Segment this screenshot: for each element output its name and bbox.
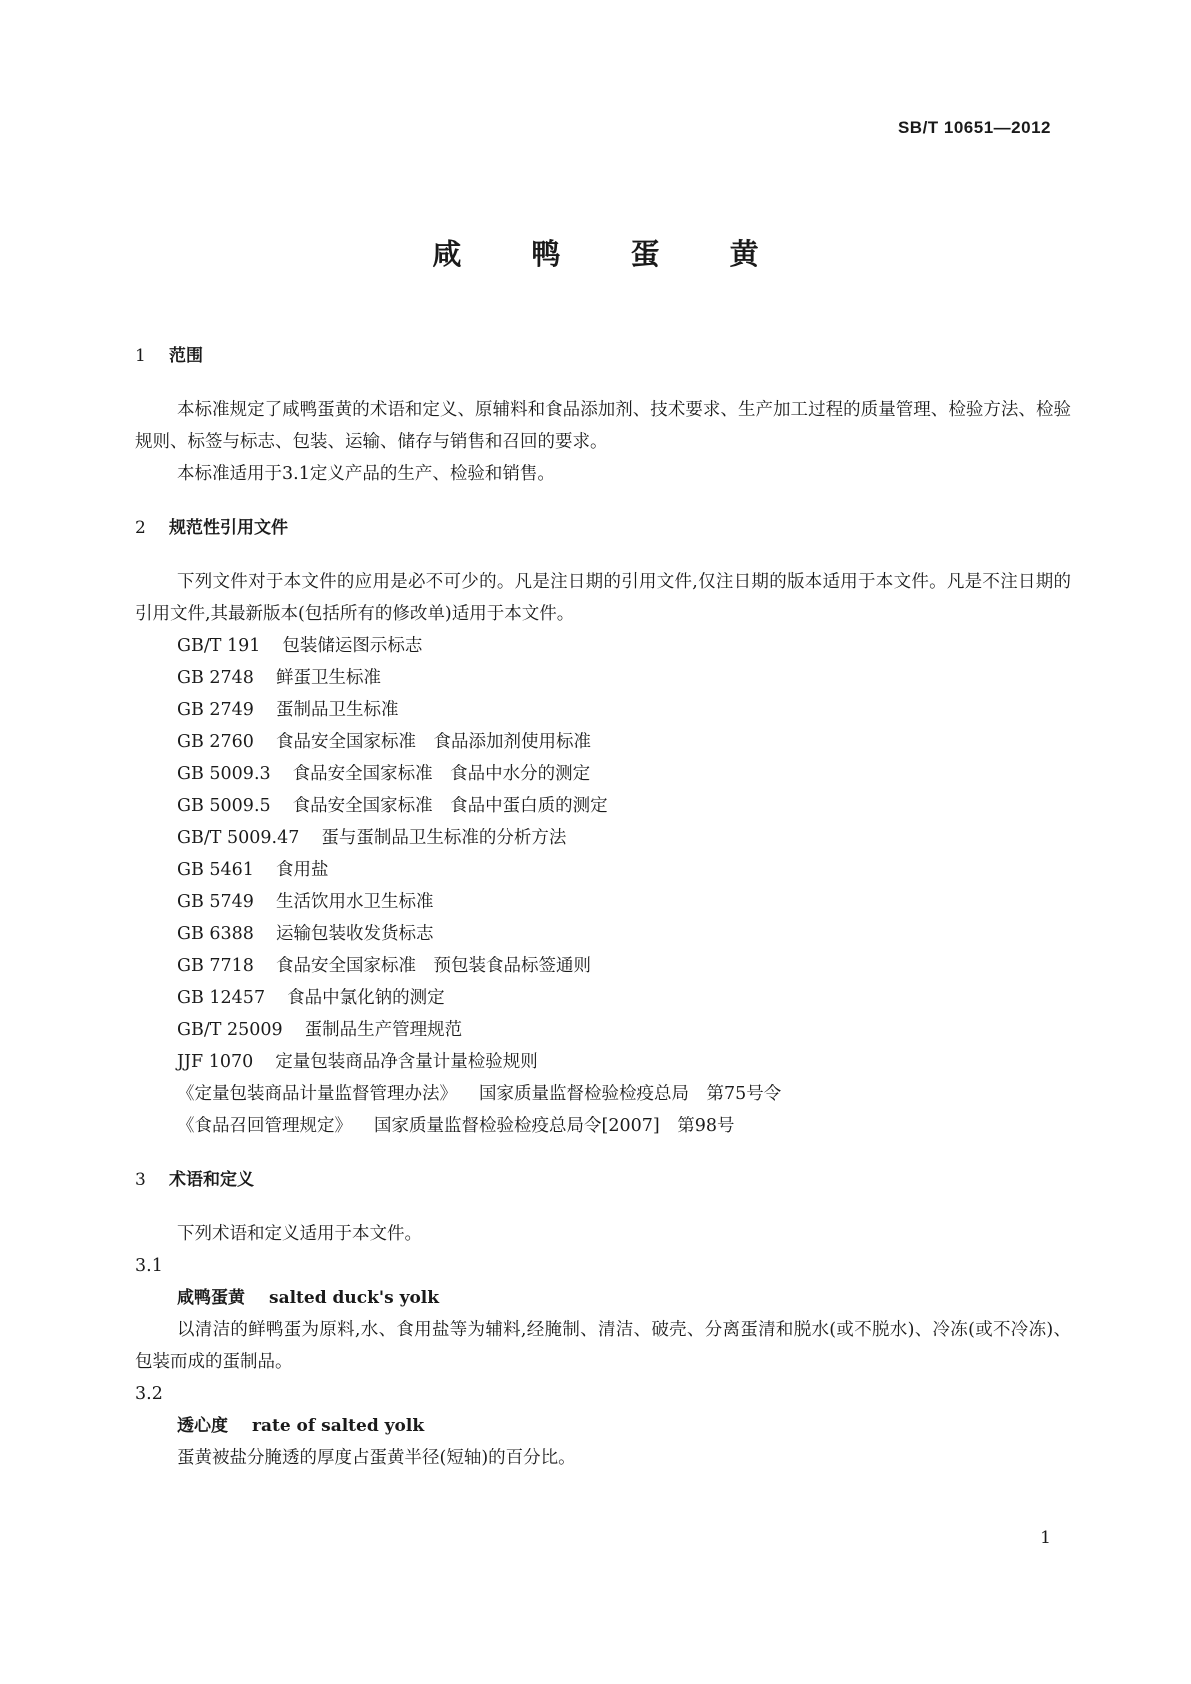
reference-item xyxy=(135,918,1071,950)
section-heading-terms xyxy=(135,1164,1071,1196)
reference-code: GB 2748 xyxy=(177,668,254,688)
reference-code: GB 2749 xyxy=(177,700,254,720)
term-number: 3.2 xyxy=(135,1384,163,1404)
reference-item xyxy=(135,790,1071,822)
term-heading xyxy=(135,1282,1071,1314)
reference-code: GB/T 25009 xyxy=(177,1020,283,1040)
reference-title: 国家质量监督检验检疫总局 第75号令 xyxy=(479,1084,782,1104)
reference-item xyxy=(135,662,1071,694)
reference-title: 蛋制品生产管理规范 xyxy=(304,1020,463,1040)
reference-item xyxy=(135,758,1071,790)
document-title: 咸 鸭 蛋 黄 xyxy=(432,237,789,271)
reference-code: GB 12457 xyxy=(177,988,266,1008)
reference-code: GB/T 191 xyxy=(177,636,261,656)
reference-list xyxy=(135,630,1071,1142)
reference-code: GB 5009.5 xyxy=(177,796,271,816)
paragraph: 下列术语和定义适用于本文件。 xyxy=(177,1224,422,1244)
section-title: 范围 xyxy=(169,346,203,366)
reference-item xyxy=(135,630,1071,662)
reference-code: GB/T 5009.47 xyxy=(177,828,300,848)
reference-code: GB 5749 xyxy=(177,892,254,912)
reference-code: 《定量包装商品计量监督管理办法》 xyxy=(177,1084,457,1104)
reference-title: 蛋制品卫生标准 xyxy=(275,700,399,720)
reference-item xyxy=(135,982,1071,1014)
term-en: rate of salted yolk xyxy=(252,1416,425,1436)
reference-code: GB 6388 xyxy=(177,924,254,944)
section-heading-scope xyxy=(135,340,1071,372)
reference-code: JJF 1070 xyxy=(177,1052,254,1072)
reference-item xyxy=(135,1014,1071,1046)
reference-title: 食品安全国家标准 食品添加剂使用标准 xyxy=(275,732,591,752)
section-heading-normative-references xyxy=(135,512,1071,544)
section-number: 1 xyxy=(135,346,146,366)
reference-title: 定量包装商品净含量计量检验规则 xyxy=(275,1052,538,1072)
reference-title: 蛋与蛋制品卫生标准的分析方法 xyxy=(321,828,567,848)
term-heading xyxy=(135,1410,1071,1442)
paragraph: 下列文件对于本文件的应用是必不可少的。凡是注日期的引用文件,仅注日期的版本适用于本文件。凡是不注日期的引用文件,其最新版本(包括所有的修改单)适用于本文件。 xyxy=(135,572,1071,624)
reference-item xyxy=(135,822,1071,854)
reference-item xyxy=(135,854,1071,886)
reference-item xyxy=(135,1078,1071,1110)
reference-item xyxy=(135,950,1071,982)
document-body xyxy=(135,340,1071,1474)
reference-item xyxy=(135,694,1071,726)
page-number: 1 xyxy=(1040,1528,1051,1548)
reference-title: 鲜蛋卫生标准 xyxy=(275,668,381,688)
paragraph: 本标准适用于3.1定义产品的生产、检验和销售。 xyxy=(177,464,555,484)
paragraph: 本标准规定了咸鸭蛋黄的术语和定义、原辅料和食品添加剂、技术要求、生产加工过程的质量管理、检验方法、检验规则、标签与标志、包装、运输、储存与销售和召回的要求。 xyxy=(135,400,1071,452)
reference-title: 国家质量监督检验检疫总局令[2007] 第98号 xyxy=(374,1116,735,1136)
term-zh: 透心度 xyxy=(177,1416,228,1436)
reference-title: 食品安全国家标准 食品中蛋白质的测定 xyxy=(292,796,608,816)
reference-title: 食品安全国家标准 预包装食品标签通则 xyxy=(275,956,591,976)
reference-title: 包装储运图示标志 xyxy=(282,636,423,656)
reference-title: 生活饮用水卫生标准 xyxy=(275,892,434,912)
reference-title: 运输包装收发货标志 xyxy=(275,924,434,944)
section-title: 规范性引用文件 xyxy=(169,518,288,538)
reference-code: GB 7718 xyxy=(177,956,254,976)
term-en: salted duck's yolk xyxy=(269,1288,440,1308)
term-definition: 以清洁的鲜鸭蛋为原料,水、食用盐等为辅料,经腌制、清洁、破壳、分离蛋清和脱水(或不脱水)、冷冻(或不冷冻)、包装而成的蛋制品。 xyxy=(135,1320,1071,1372)
reference-title: 食品安全国家标准 食品中水分的测定 xyxy=(292,764,591,784)
section-title: 术语和定义 xyxy=(169,1170,254,1190)
reference-code: 《食品召回管理规定》 xyxy=(177,1116,352,1136)
reference-code: GB 5009.3 xyxy=(177,764,271,784)
reference-item xyxy=(135,1110,1071,1142)
reference-code: GB 2760 xyxy=(177,732,254,752)
term-definition: 蛋黄被盐分腌透的厚度占蛋黄半径(短轴)的百分比。 xyxy=(177,1448,576,1468)
section-number: 3 xyxy=(135,1170,146,1190)
term-zh: 咸鸭蛋黄 xyxy=(177,1288,245,1308)
reference-item xyxy=(135,1046,1071,1078)
reference-code: GB 5461 xyxy=(177,860,254,880)
section-number: 2 xyxy=(135,518,146,538)
doc-code: SB/T 10651—2012 xyxy=(897,118,1051,137)
term-number: 3.1 xyxy=(135,1256,163,1276)
reference-title: 食品中氯化钠的测定 xyxy=(287,988,445,1008)
reference-item xyxy=(135,886,1071,918)
reference-item xyxy=(135,726,1071,758)
reference-title: 食用盐 xyxy=(275,860,329,880)
